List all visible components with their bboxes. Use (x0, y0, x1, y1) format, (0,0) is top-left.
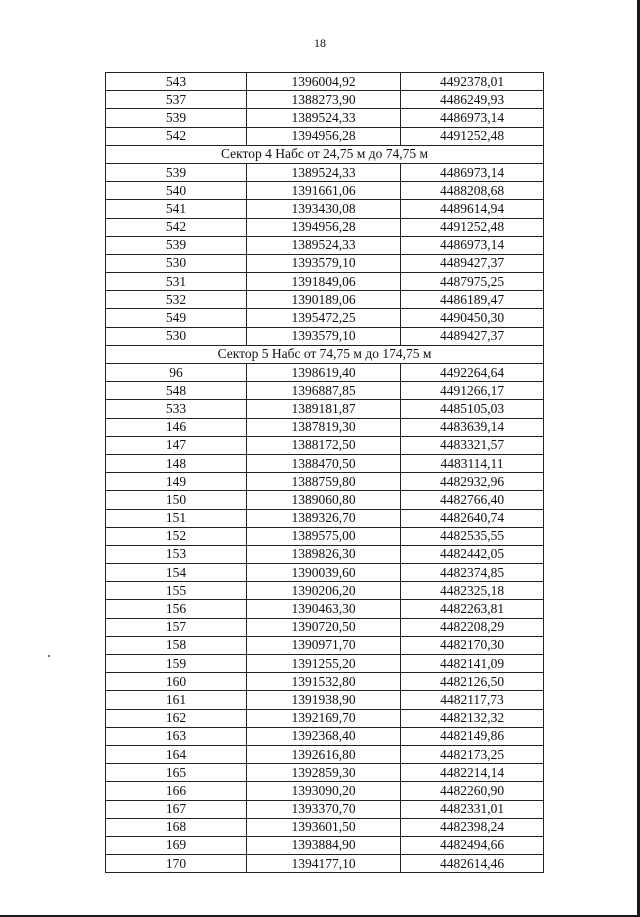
table-row (106, 782, 544, 800)
y-coordinate-cell: 4482208,29 (401, 618, 544, 636)
y-coordinate-cell: 4491252,48 (401, 127, 544, 145)
table-row (106, 327, 544, 345)
point-number-cell: 166 (106, 782, 247, 800)
point-number-cell: 543 (106, 73, 247, 91)
x-coordinate-cell: 1394956,28 (247, 218, 401, 236)
section-title: Сектор 4 Набс от 24,75 м до 74,75 м (106, 145, 544, 163)
y-coordinate-cell: 4482126,50 (401, 673, 544, 691)
table-row (106, 673, 544, 691)
section-title: Сектор 5 Набс от 74,75 м до 174,75 м (106, 345, 544, 363)
point-number-cell: 96 (106, 364, 247, 382)
y-coordinate-cell: 4490450,30 (401, 309, 544, 327)
x-coordinate-cell: 1396887,85 (247, 382, 401, 400)
x-coordinate-cell: 1388273,90 (247, 91, 401, 109)
point-number-cell: 158 (106, 636, 247, 654)
x-coordinate-cell: 1387819,30 (247, 418, 401, 436)
x-coordinate-cell: 1389524,33 (247, 236, 401, 254)
x-coordinate-cell: 1389524,33 (247, 109, 401, 127)
point-number-cell: 169 (106, 836, 247, 854)
coordinates-table (105, 72, 544, 873)
y-coordinate-cell: 4489427,37 (401, 254, 544, 272)
point-number-cell: 159 (106, 655, 247, 673)
y-coordinate-cell: 4482117,73 (401, 691, 544, 709)
table-row (106, 800, 544, 818)
y-coordinate-cell: 4483114,11 (401, 454, 544, 472)
x-coordinate-cell: 1392368,40 (247, 727, 401, 745)
y-coordinate-cell: 4482932,96 (401, 473, 544, 491)
table-row (106, 382, 544, 400)
x-coordinate-cell: 1390720,50 (247, 618, 401, 636)
y-coordinate-cell: 4486973,14 (401, 109, 544, 127)
x-coordinate-cell: 1390463,30 (247, 600, 401, 618)
y-coordinate-cell: 4485105,03 (401, 400, 544, 418)
x-coordinate-cell: 1388172,50 (247, 436, 401, 454)
x-coordinate-cell: 1392616,80 (247, 745, 401, 763)
y-coordinate-cell: 4489427,37 (401, 327, 544, 345)
section-header-row (106, 345, 544, 363)
point-number-cell: 542 (106, 127, 247, 145)
y-coordinate-cell: 4482640,74 (401, 509, 544, 527)
x-coordinate-cell: 1391849,06 (247, 273, 401, 291)
x-coordinate-cell: 1394956,28 (247, 127, 401, 145)
point-number-cell: 157 (106, 618, 247, 636)
table-row (106, 309, 544, 327)
x-coordinate-cell: 1390039,60 (247, 564, 401, 582)
y-coordinate-cell: 4482141,09 (401, 655, 544, 673)
table-row (106, 91, 544, 109)
y-coordinate-cell: 4482398,24 (401, 818, 544, 836)
x-coordinate-cell: 1392859,30 (247, 764, 401, 782)
point-number-cell: 531 (106, 273, 247, 291)
table-row (106, 764, 544, 782)
point-number-cell: 152 (106, 527, 247, 545)
point-number-cell: 532 (106, 291, 247, 309)
y-coordinate-cell: 4482173,25 (401, 745, 544, 763)
point-number-cell: 170 (106, 855, 247, 873)
x-coordinate-cell: 1388759,80 (247, 473, 401, 491)
x-coordinate-cell: 1395472,25 (247, 309, 401, 327)
point-number-cell: 539 (106, 163, 247, 181)
y-coordinate-cell: 4486973,14 (401, 236, 544, 254)
point-number-cell: 162 (106, 709, 247, 727)
y-coordinate-cell: 4482331,01 (401, 800, 544, 818)
y-coordinate-cell: 4482374,85 (401, 564, 544, 582)
x-coordinate-cell: 1392169,70 (247, 709, 401, 727)
x-coordinate-cell: 1389826,30 (247, 545, 401, 563)
y-coordinate-cell: 4482494,66 (401, 836, 544, 854)
point-number-cell: 537 (106, 91, 247, 109)
x-coordinate-cell: 1390189,06 (247, 291, 401, 309)
point-number-cell: 150 (106, 491, 247, 509)
table-row (106, 527, 544, 545)
point-number-cell: 549 (106, 309, 247, 327)
x-coordinate-cell: 1393430,08 (247, 200, 401, 218)
point-number-cell: 154 (106, 564, 247, 582)
y-coordinate-cell: 4482170,30 (401, 636, 544, 654)
table-row (106, 745, 544, 763)
point-number-cell: 540 (106, 182, 247, 200)
y-coordinate-cell: 4482149,86 (401, 727, 544, 745)
table-row (106, 436, 544, 454)
x-coordinate-cell: 1390971,70 (247, 636, 401, 654)
point-number-cell: 530 (106, 327, 247, 345)
table-row (106, 636, 544, 654)
x-coordinate-cell: 1398619,40 (247, 364, 401, 382)
y-coordinate-cell: 4482325,18 (401, 582, 544, 600)
y-coordinate-cell: 4492264,64 (401, 364, 544, 382)
table-row (106, 855, 544, 873)
x-coordinate-cell: 1389060,80 (247, 491, 401, 509)
table-row (106, 163, 544, 181)
table-row (106, 727, 544, 745)
point-number-cell: 149 (106, 473, 247, 491)
x-coordinate-cell: 1388470,50 (247, 454, 401, 472)
y-coordinate-cell: 4482442,05 (401, 545, 544, 563)
y-coordinate-cell: 4482263,81 (401, 600, 544, 618)
x-coordinate-cell: 1389326,70 (247, 509, 401, 527)
table-row (106, 236, 544, 254)
table-row (106, 291, 544, 309)
table-row (106, 200, 544, 218)
table-row (106, 564, 544, 582)
point-number-cell: 541 (106, 200, 247, 218)
point-number-cell: 548 (106, 382, 247, 400)
x-coordinate-cell: 1396004,92 (247, 73, 401, 91)
table-row (106, 818, 544, 836)
point-number-cell: 161 (106, 691, 247, 709)
table-row (106, 454, 544, 472)
y-coordinate-cell: 4491266,17 (401, 382, 544, 400)
x-coordinate-cell: 1391938,90 (247, 691, 401, 709)
y-coordinate-cell: 4483639,14 (401, 418, 544, 436)
table-row (106, 509, 544, 527)
table-row (106, 691, 544, 709)
y-coordinate-cell: 4482766,40 (401, 491, 544, 509)
point-number-cell: 165 (106, 764, 247, 782)
point-number-cell: 148 (106, 454, 247, 472)
y-coordinate-cell: 4487975,25 (401, 273, 544, 291)
y-coordinate-cell: 4486249,93 (401, 91, 544, 109)
x-coordinate-cell: 1393370,70 (247, 800, 401, 818)
coordinates-table-body (106, 73, 544, 873)
point-number-cell: 146 (106, 418, 247, 436)
point-number-cell: 147 (106, 436, 247, 454)
table-row (106, 73, 544, 91)
y-coordinate-cell: 4489614,94 (401, 200, 544, 218)
table-row (106, 400, 544, 418)
x-coordinate-cell: 1394177,10 (247, 855, 401, 873)
table-row (106, 218, 544, 236)
table-row (106, 182, 544, 200)
table-row (106, 418, 544, 436)
point-number-cell: 530 (106, 254, 247, 272)
table-row (106, 836, 544, 854)
y-coordinate-cell: 4482132,32 (401, 709, 544, 727)
x-coordinate-cell: 1391661,06 (247, 182, 401, 200)
x-coordinate-cell: 1393090,20 (247, 782, 401, 800)
table-row (106, 127, 544, 145)
y-coordinate-cell: 4482535,55 (401, 527, 544, 545)
point-number-cell: 160 (106, 673, 247, 691)
table-row (106, 655, 544, 673)
point-number-cell: 151 (106, 509, 247, 527)
table-row (106, 491, 544, 509)
table-row (106, 600, 544, 618)
page-number: 18 (314, 36, 326, 50)
y-coordinate-cell: 4492378,01 (401, 73, 544, 91)
x-coordinate-cell: 1393579,10 (247, 254, 401, 272)
y-coordinate-cell: 4482614,46 (401, 855, 544, 873)
x-coordinate-cell: 1393601,50 (247, 818, 401, 836)
point-number-cell: 156 (106, 600, 247, 618)
table-row (106, 364, 544, 382)
table-row (106, 618, 544, 636)
table-row (106, 545, 544, 563)
table-row (106, 273, 544, 291)
x-coordinate-cell: 1393579,10 (247, 327, 401, 345)
y-coordinate-cell: 4486189,47 (401, 291, 544, 309)
point-number-cell: 164 (106, 745, 247, 763)
point-number-cell: 153 (106, 545, 247, 563)
x-coordinate-cell: 1390206,20 (247, 582, 401, 600)
x-coordinate-cell: 1393884,90 (247, 836, 401, 854)
point-number-cell: 539 (106, 109, 247, 127)
x-coordinate-cell: 1389524,33 (247, 163, 401, 181)
scan-speck (48, 655, 50, 657)
y-coordinate-cell: 4483321,57 (401, 436, 544, 454)
x-coordinate-cell: 1391255,20 (247, 655, 401, 673)
x-coordinate-cell: 1391532,80 (247, 673, 401, 691)
table-row (106, 109, 544, 127)
y-coordinate-cell: 4491252,48 (401, 218, 544, 236)
point-number-cell: 542 (106, 218, 247, 236)
table-row (106, 254, 544, 272)
section-header-row (106, 145, 544, 163)
point-number-cell: 163 (106, 727, 247, 745)
point-number-cell: 539 (106, 236, 247, 254)
point-number-cell: 167 (106, 800, 247, 818)
table-row (106, 582, 544, 600)
table-row (106, 473, 544, 491)
table-row (106, 709, 544, 727)
y-coordinate-cell: 4482260,90 (401, 782, 544, 800)
point-number-cell: 533 (106, 400, 247, 418)
y-coordinate-cell: 4486973,14 (401, 163, 544, 181)
x-coordinate-cell: 1389181,87 (247, 400, 401, 418)
x-coordinate-cell: 1389575,00 (247, 527, 401, 545)
point-number-cell: 168 (106, 818, 247, 836)
point-number-cell: 155 (106, 582, 247, 600)
y-coordinate-cell: 4482214,14 (401, 764, 544, 782)
y-coordinate-cell: 4488208,68 (401, 182, 544, 200)
